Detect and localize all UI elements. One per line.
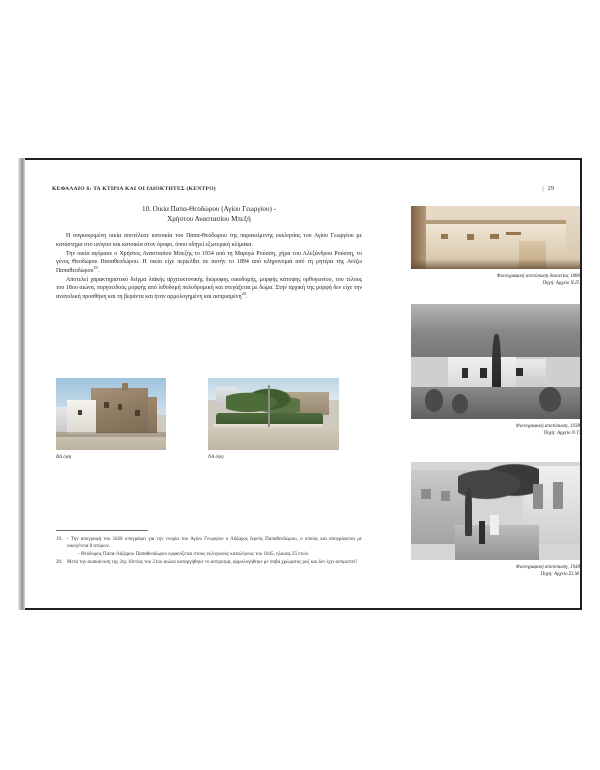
printed-page [28,166,580,602]
caption-source: Πηγή: Αρχείο Στ.Μ. [540,571,580,577]
window-3 [533,484,543,509]
figure-southeast-facade [208,378,339,461]
photo-southeast-facade [208,378,339,450]
window-2 [118,404,122,410]
caption-text: Φωτογραφική αποτύπωση δεκαετίας 1880 [496,273,580,279]
running-head: ΚΕΦΑΛΑΙΟ 6: ΤΑ ΚΤΙΡΙΑ ΚΑΙ ΟΙ ΙΔΙΟΚΤΗΤΕΣ (ΚΕΝΤΡΟ) [52,186,216,192]
figure-northwest-facade [56,378,166,461]
photo-1938 [411,304,580,419]
footnote-20-number: 20. [56,560,63,566]
window-1 [441,234,448,240]
footnote-20-text: Μετά την ανακαίνιση της 2ης 10ετίας του 21ου αιώνα καταργήθηκε το ασπρισμα, αρμολογήθηκε με σοβά χρώματος ροζ και δεν έχει ασπριστεί! [67,560,357,566]
paragraph-2-text: Την οικία αγόρασε ο Χρήστος Αναστασίου Μπεξής το 1934 από τη Μαριγώ Ρούσση, χήρα του Αλεξάνδρου Ρούσση, το γένος Θεοδώρου Παπαθεοδώρου. Η οικία είχε περιέλθει σε αυτήν το 1894 από κληρονομιά από τη μητέρα της Ανέζω Παπαθεοδώρου [56,250,362,274]
footnote-separator-rule [56,530,148,531]
paragraph-3-text: Αποτελεί χαρακτηριστικό δείγμα λαϊκής αρχιτεκτονικής διώροφης οικοδομής, μορφής κάτοψης ορθογωνίου, του τέλους του 18ου αιώνα, πυργοειδούς μορφής από λιθοδομή πολυδρομική και στεγάζεται με δώμα. Στην αρχική της μορφή δεν είχε την ανατολική προσθήκη και τη βεράντα και ήταν αρμολογημένη και ασπρισμένη [56,276,362,300]
figure-caption-1880s [411,273,580,287]
chimney [122,383,128,391]
window-1 [462,368,469,377]
caption-text: Φωτογραφική αποτύπωση, 1948 [515,564,580,570]
window-1 [421,489,431,499]
caption-source: Πηγή: Αρχείο Ν.Τ. [543,430,580,436]
ground-shadow [56,432,166,437]
folio-number: 29 [547,185,554,192]
footnote-ref-20[interactable]: 20 [241,290,246,296]
ground-region [208,426,339,450]
article-title [56,204,362,224]
body-paragraph-1 [56,232,362,249]
window-2 [480,368,487,377]
figure-photo-1880s [411,206,580,287]
paragraph-1-text: Η συγκεκριμένη οικία αποτέλεσε κατοικία του Παπα-Θεόδωρου της παρακείμενης εκκλησίας του Αγίου Γεωργίου με κατάστημα στο ισόγειο και κατοικία στον όροφο, όπου οδηγεί εξωτερική κλίμακα. [56,233,362,248]
book-spine-shadow [18,158,25,610]
caption-text: ΒΔ όψη [56,454,72,460]
bush-1 [425,389,444,412]
figure-caption-southeast [208,454,339,461]
window-2 [441,491,449,501]
cypress-tree [465,487,472,536]
caption-text: Φωτογραφική αποτύπωση, 1938 [515,423,580,429]
foreground-shadow [411,259,580,269]
article-title-line-1: 10. Οικία Παπα-Θεοδώρου (Αγίου Γεωργίου) - [142,205,276,213]
footnote-19-number: 19. [56,537,63,542]
photo-northwest-facade [56,378,166,450]
body-paragraph-2: Την οικία αγόρασε ο Χρήστος Αναστασίου Μπεξής το 1934 από τη Μαριγώ Ρούσση, χήρα του Αλεξάνδρου Ρούσση, το γένος Θεοδώρου Παπαθεοδώρου. Η οικία είχε περιέλθει σε αυτήν το 1894 από κληρονομιά από τη μητέρα της Ανέζω Παπαθεοδώρου$^{19}$. [56,250,362,274]
window-3 [135,410,139,416]
upper-hillside [411,304,580,329]
figure-caption-1938 [411,423,580,437]
window-3 [490,234,498,239]
window-4 [553,482,563,509]
photo-1948 [411,462,580,560]
footnotes-block [56,530,362,568]
text-column [56,204,362,302]
footnote-19-text: - Την απογραφή του 1828 υπογράφει για την ενορία του Αγίου Γεωργίου ο Λάζαρος Ιερεύς Παπαθεοδώρου, ο οποίος και απογράφεται με οικογένεια 8 ατόμων. [67,537,362,550]
article-title-line-2: Χρήστου Αναστασίου Μπεξή [167,215,251,223]
footnote-19-subtext: - Θεόδωρος Παπα-Λάζαρου Παπαθεοδώρου εμφανίζεται στους εκλογικούς καταλόγους του 1845, ηλικίας 25 ετών. [78,551,310,557]
figure-caption-northwest [56,454,166,461]
caption-source: Πηγή: Αρχείο Ν.Π. [542,280,580,286]
figure-caption-1948 [411,564,580,578]
folio [542,185,554,192]
caption-text: ΝΑ όψη [208,454,224,460]
window-3 [516,368,523,376]
stone-house-body [91,388,148,433]
folio-separator: | [542,185,544,192]
figure-photo-1938 [411,304,580,437]
window-1 [104,402,108,408]
footnote-20 [56,559,362,566]
photo-1880s [411,206,580,269]
whitewashed-annex [67,400,96,435]
window-4 [506,232,521,235]
lamp-post [268,385,270,427]
body-paragraph-3: Αποτελεί χαρακτηριστικό δείγμα λαϊκής αρχιτεκτονικής διώροφης οικοδομής, μορφής κάτοψης ορθογωνίου, του τέλους του 18ου αιώνα, πυργοειδούς μορφής από λιθοδομή πολυδρομική και στεγάζεται με δώμα. Στην αρχική της μορφή δεν είχε την ανατολική προσθήκη και τη βεράντα και ήταν αρμολογημένη και ασπρισμένη$^{20}$. [56,276,362,300]
window-2 [467,234,474,240]
figure-photo-1948 [411,462,580,578]
window-4 [78,410,82,416]
footnote-19 [56,536,362,558]
figure-person-standing [490,515,498,535]
figure-person-walking [479,521,486,545]
footnote-ref-19[interactable]: 19 [93,264,98,270]
